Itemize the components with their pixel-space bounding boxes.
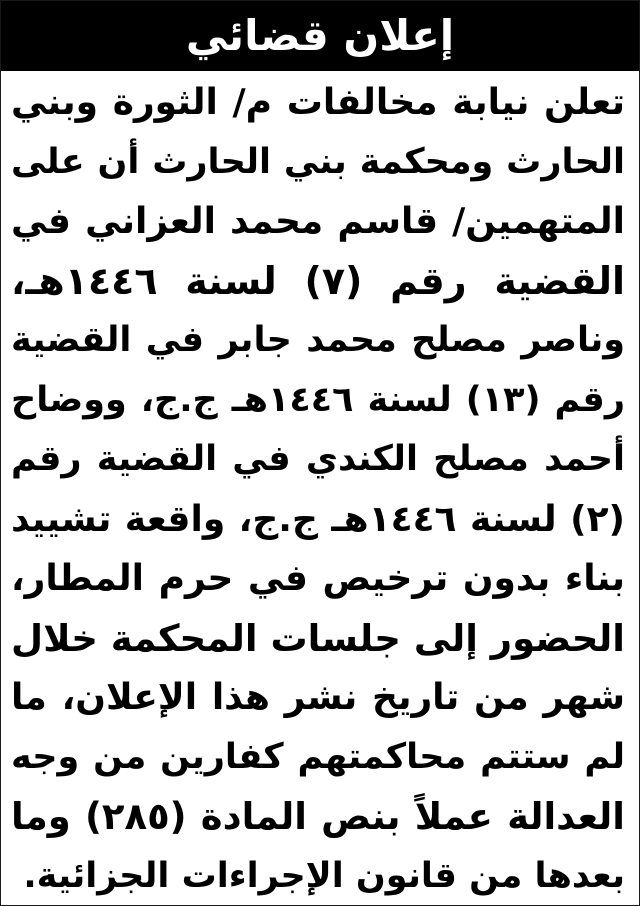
notice-line-6: رقم (١٣) لسنة ١٤٤٦هـ ج.ج، ووضاح xyxy=(11,379,625,420)
notice-line-9: بناء بدون ترخيص في حرم المطار، xyxy=(11,558,625,599)
notice-line-4: القضية رقم (٧) لسنة ١٤٤٦هـ، xyxy=(11,258,625,303)
notice-line-7: أحمد مصلح الكندي في القضية رقم xyxy=(11,439,625,479)
notice-line-12: لم ستتم محاكمتهم كفارين من وجه xyxy=(11,736,625,777)
notice-line-5: وناصر مصلح محمد جابر في القضية xyxy=(11,320,625,360)
notice-line-3: المتهمين/ قاسم محمد العزاني في xyxy=(11,201,625,242)
notice-line-13: العدالة عملاً بنص المادة (٢٨٥) وما xyxy=(11,795,625,838)
notice-body xyxy=(11,73,625,906)
notice-line-1: تعلن نيابة مخالفات م/ الثورة وبني xyxy=(11,82,625,123)
notice-header xyxy=(1,1,639,71)
notice-line-2: الحارث ومحكمة بني الحارث أن على xyxy=(11,141,625,182)
notice-line-14: بعدها من قانون الإجراءات الجزائية. xyxy=(23,855,625,896)
notice-line-10: الحضور إلى جلسات المحكمة خلال xyxy=(11,616,625,660)
notice-line-8: (٢) لسنة ١٤٤٦هـ ج.ج، واقعة تشييد xyxy=(11,498,625,540)
notice-title: إعلان قضائي xyxy=(185,11,455,60)
notice-line-11: شهر من تاريخ نشر هذا الإعلان، ما xyxy=(11,677,625,718)
